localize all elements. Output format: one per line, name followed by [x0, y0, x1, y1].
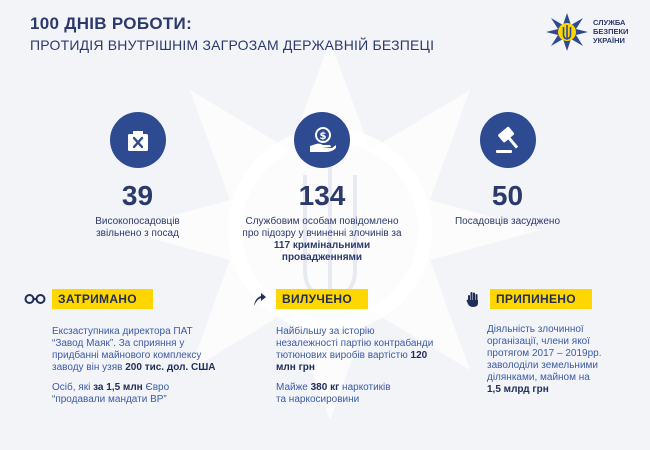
section-seized-body	[276, 326, 466, 414]
section-stopped-header	[462, 289, 592, 309]
seized-item: Майже 380 кг наркотиків та наркосировини	[276, 382, 391, 405]
section-detained-body	[52, 326, 252, 414]
fired-box-icon	[123, 125, 153, 155]
page-subtitle: ПРОТИДІЯ ВНУТРІШНІМ ЗАГРОЗАМ ДЕРЖАВНІЙ БЕЗПЕЦІ	[30, 37, 435, 53]
header	[30, 14, 500, 53]
stat-circle	[480, 112, 536, 168]
seized-item: Найбільшу за історію незалежності партію контрабанди тютюнових виробів вартістю 120 млн грн	[276, 326, 434, 373]
section-stopped-body	[487, 324, 637, 404]
stop-hand-icon	[462, 290, 484, 308]
section-detained-label: ЗАТРИМАНО	[52, 289, 153, 309]
stat-number: 39	[121, 180, 154, 211]
ssu-emblem-icon	[545, 12, 589, 52]
logo-text: СЛУЖБА БЕЗПЕКИ УКРАЇНИ	[593, 18, 629, 45]
stat-convicted	[425, 112, 590, 228]
stat-description: Службовим особам повідомлено про підозру у вчиненні злочинів за 117 кримінальними провадженнями	[242, 216, 402, 263]
detained-item: Ексзаступника директора ПАТ “Завод Маяк”. За сприяння у придбанні майнового комплексу заводу він узяв 200 тис. дол. США	[52, 326, 216, 373]
arrow-up-icon	[248, 290, 270, 308]
handcuffs-icon	[24, 290, 46, 308]
money-hand-icon	[306, 124, 338, 156]
stat-description: Високопосадовців звільнено з посад	[95, 216, 180, 239]
gavel-icon	[492, 124, 524, 156]
stopped-item: Діяльність злочинної організації, члени якої протягом 2017 – 2019рр. заволоділи земельними ділянками, майном на 1,5 млрд грн	[487, 324, 602, 395]
stat-description: Посадовців засуджено	[454, 216, 561, 227]
stat-number: 50	[491, 180, 524, 211]
page-title: 100 ДНІВ РОБОТИ:	[30, 14, 193, 33]
stat-circle	[110, 112, 166, 168]
ssu-logo	[545, 12, 628, 52]
stat-circle	[294, 112, 350, 168]
stat-dismissed	[55, 112, 220, 240]
section-stopped-label: ПРИПИНЕНО	[490, 289, 592, 309]
section-seized-header	[248, 289, 368, 309]
stat-number: 134	[298, 180, 346, 211]
section-seized-label: ВИЛУЧЕНО	[276, 289, 368, 309]
detained-item: Осіб, які за 1,5 млн Євро “продавали мандати ВР”	[52, 382, 170, 405]
stat-suspicion	[222, 112, 422, 264]
svg-text:$: $	[319, 131, 327, 142]
section-detained-header	[24, 289, 153, 309]
